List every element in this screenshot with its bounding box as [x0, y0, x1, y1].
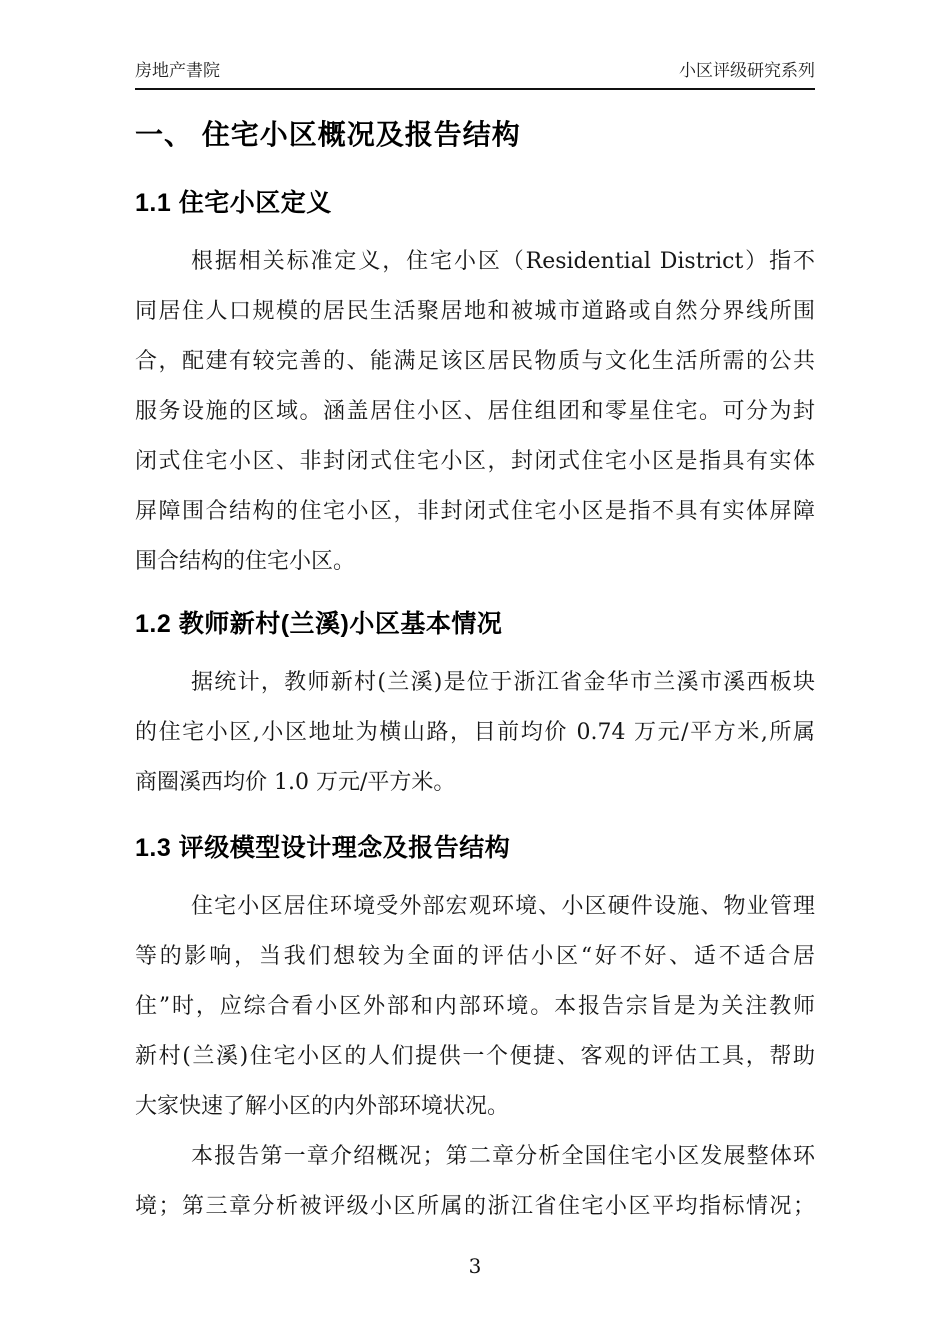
- text-line: 围合结构的住宅小区。: [135, 549, 356, 574]
- section-1-1: [135, 187, 815, 587]
- text-line: 等的影响，当我们想较为全面的评估小区“好不好、适不适合居: [135, 944, 815, 969]
- text-line: 同居住人口规模的居民生活聚居地和被城市道路或自然分界线所围: [135, 299, 815, 324]
- paragraph: [135, 237, 815, 587]
- section-heading: 1.3 评级模型设计理念及报告结构: [135, 834, 511, 862]
- text-line: 大家快速了解小区的内外部环境状况。: [135, 1094, 510, 1119]
- text-line: 新村(兰溪)住宅小区的人们提供一个便捷、客观的评估工具，帮助: [135, 1044, 815, 1069]
- paragraph: [135, 882, 815, 1132]
- text-line: 合，配建有较完善的、能满足该区居民物质与文化生活所需的公共: [135, 349, 815, 374]
- paragraph: [135, 1132, 815, 1232]
- chapter-title: 一、 住宅小区概况及报告结构: [135, 119, 521, 150]
- header-right-text: 小区评级研究系列: [679, 61, 815, 80]
- text-line: 服务设施的区域。涵盖居住小区、居住组团和零星住宅。可分为封: [135, 399, 815, 424]
- header-left-text: 房地产書院: [135, 61, 220, 80]
- section-heading: 1.1 住宅小区定义: [135, 189, 332, 217]
- paragraph: [135, 658, 815, 808]
- text-line: 根据相关标准定义，住宅小区（Residential District）指不: [191, 249, 815, 274]
- text-line: 商圈溪西均价 1.0 万元/平方米。: [135, 770, 456, 795]
- text-line: 住”时，应综合看小区外部和内部环境。本报告宗旨是为关注教师: [135, 994, 815, 1019]
- section-1-3: [135, 832, 815, 1232]
- text-line: 闭式住宅小区、非封闭式住宅小区，封闭式住宅小区是指具有实体: [135, 449, 815, 474]
- text-line: 屏障围合结构的住宅小区，非封闭式住宅小区是指不具有实体屏障: [135, 499, 815, 524]
- text-line: 本报告第一章介绍概况；第二章分析全国住宅小区发展整体环: [191, 1144, 815, 1169]
- text-line: 据统计，教师新村(兰溪)是位于浙江省金华市兰溪市溪西板块: [191, 670, 815, 695]
- page-number: 3: [468, 1254, 482, 1278]
- section-heading: 1.2 教师新村(兰溪)小区基本情况: [135, 610, 503, 638]
- text-line: 住宅小区居住环境受外部宏观环境、小区硬件设施、物业管理: [191, 894, 815, 919]
- text-line: 境；第三章分析被评级小区所属的浙江省住宅小区平均指标情况；: [135, 1194, 815, 1219]
- running-header: [135, 0, 815, 90]
- section-1-2: [135, 608, 815, 808]
- text-line: 的住宅小区,小区地址为横山路，目前均价 0.74 万元/平方米,所属: [135, 720, 815, 745]
